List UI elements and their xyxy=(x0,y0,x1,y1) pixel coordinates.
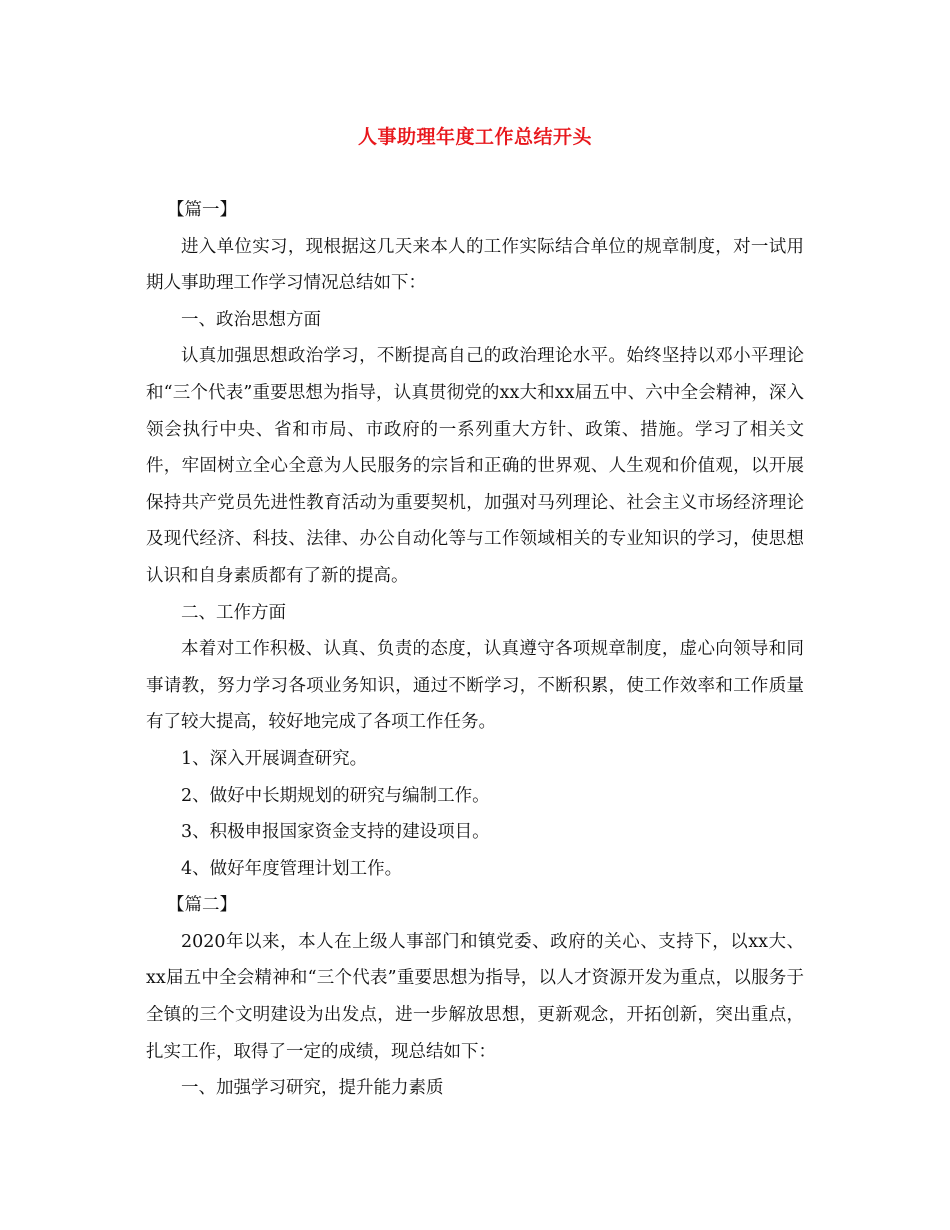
heading-study-research: 一、加强学习研究，提升能力素质 xyxy=(181,1078,444,1099)
heading-political-thought: 一、政治思想方面 xyxy=(181,309,321,330)
paragraph-intro-1: 进入单位实习，现根据这几天来本人的工作实际结合单位的规章制度，对一试用期人事助理工作学习情况总结如下： xyxy=(146,236,804,294)
list-item-1: 1、深入开展调查研究。 xyxy=(181,748,368,769)
paragraph-work-attitude: 本着对工作积极、认真、负责的态度，认真遵守各项规章制度，虚心向领导和同事请教，努力学习各项业务知识，通过不断学习，不断积累，使工作效率和工作质量有了较大提高，较好地完成了各项工作任务。 xyxy=(146,639,804,733)
paragraph-intro-2: 2020年以来，本人在上级人事部门和镇党委、政府的关心、支持下，以xx大、xx届五中全会精神和“三个代表”重要思想为指导，以人才资源开发为重点，以服务于全镇的三个文明建设为出发点，进一步解放思想，更新观念，开拓创新，突出重点，扎实工作，取得了一定的成绩，现总结如下： xyxy=(146,931,804,1062)
list-item-2: 2、做好中长期规划的研究与编制工作。 xyxy=(181,785,490,806)
section-marker-1: 【篇一】 xyxy=(167,200,237,220)
heading-work: 二、工作方面 xyxy=(181,602,286,623)
document-body xyxy=(146,192,804,1107)
list-item-3: 3、积极申报国家资金支持的建设项目。 xyxy=(181,822,490,843)
paragraph-political-study: 认真加强思想政治学习，不断提高自己的政治理论水平。始终坚持以邓小平理论和“三个代表”重要思想为指导，认真贯彻党的xx大和xx届五中、六中全会精神，深入领会执行中央、省和市局、市政府的一系列重大方针、政策、措施。学习了相关文件，牢固树立全心全意为人民服务的宗旨和正确的世界观、人生观和价值观，以开展保持共产党员先进性教育活动为重要契机，加强对马列理论、社会主义市场经济理论及现代经济、科技、法律、办公自动化等与工作领域相关的专业知识的学习，使思想认识和自身素质都有了新的提高。 xyxy=(146,346,804,586)
section-marker-2: 【篇二】 xyxy=(167,895,237,916)
list-item-4: 4、做好年度管理计划工作。 xyxy=(181,858,403,879)
document-title: 人事助理年度工作总结开头 xyxy=(357,126,592,148)
